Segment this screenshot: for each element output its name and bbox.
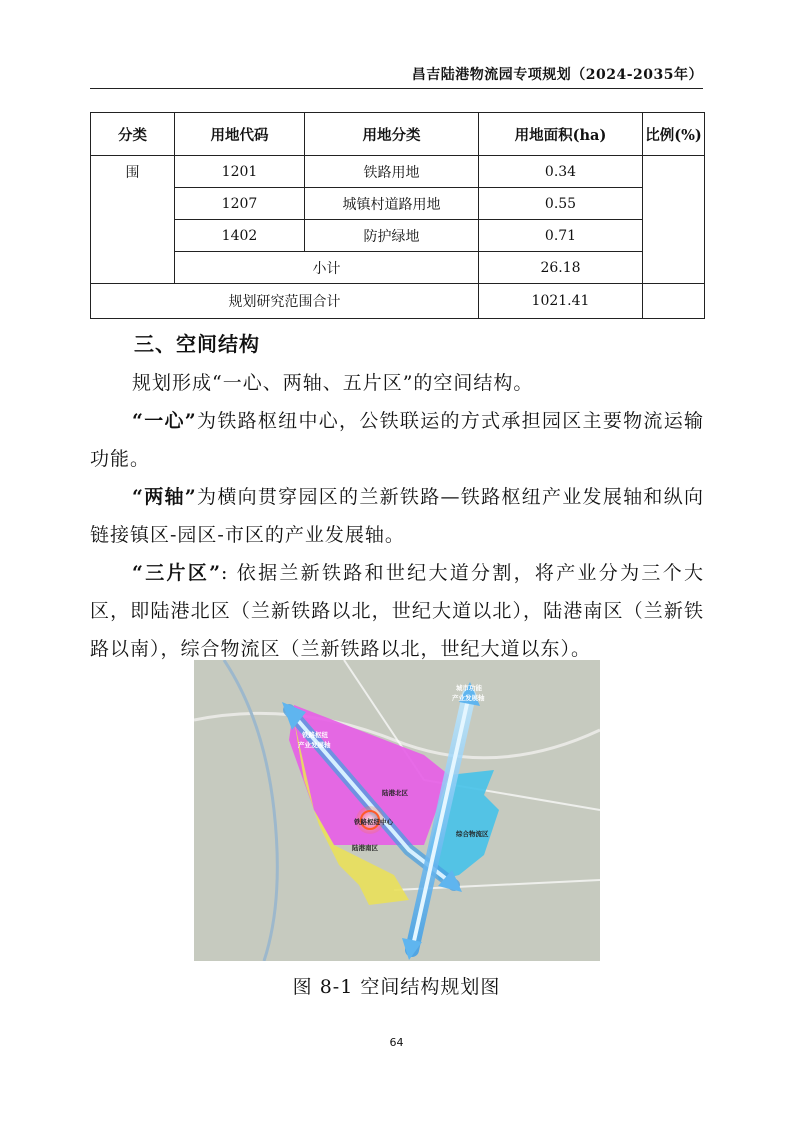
- text-three-zones: : 依据兰新铁路和世纪大道分割，将产业分为三个大区，即陆港北区（兰新铁路以北，世纪大道以北），陆港南区（兰新铁路以南），综合物流区（兰新铁路以北，世纪大道以东）。: [90, 562, 704, 660]
- total-ratio: [643, 284, 705, 319]
- text-two-axes: 为横向贯穿园区的兰新铁路—铁路枢纽产业发展轴和纵向链接镇区-园区-市区的产业发展轴。: [90, 486, 704, 546]
- figure-caption: 图 8-1 空间结构规划图: [292, 976, 501, 998]
- label-city-axis-2: 产业发展轴: [452, 694, 485, 702]
- paragraph-two-axes: [90, 478, 704, 554]
- map-graphic: [194, 660, 600, 961]
- class-cell: 铁路用地: [305, 156, 479, 188]
- code-cell: 1207: [175, 188, 305, 220]
- text-one-center: 为铁路枢纽中心，公铁联运的方式承担园区主要物流运输功能。: [90, 410, 704, 470]
- table-row: [91, 156, 705, 188]
- table-row: [91, 188, 705, 220]
- section-body: [90, 364, 704, 668]
- page-number: 64: [389, 1036, 404, 1049]
- paragraph-one-center: [90, 402, 704, 478]
- term-two-axes: “两轴”: [132, 486, 197, 508]
- label-city-axis-1: 城市功能: [456, 684, 482, 692]
- header-title: 昌吉陆港物流园专项规划（2024-2035年）: [411, 67, 703, 83]
- label-hub-center: 铁路枢纽中心: [354, 818, 393, 826]
- ratio-cell: [643, 156, 705, 284]
- area-cell: 0.71: [479, 220, 643, 252]
- spatial-structure-map: [194, 660, 600, 961]
- col-header-class: 用地分类: [305, 113, 479, 156]
- table-header-row: [91, 113, 705, 156]
- term-three-zones: “三片区”: [132, 562, 222, 584]
- col-header-category: 分类: [91, 113, 175, 156]
- code-cell: 1201: [175, 156, 305, 188]
- land-use-table: [90, 112, 705, 319]
- col-header-ratio: 比例(%): [643, 113, 705, 156]
- subtotal-row: [91, 252, 705, 284]
- section-heading: 三、空间结构: [134, 332, 260, 356]
- total-row: [91, 284, 705, 319]
- label-rail-axis-1: 铁路枢纽: [302, 731, 328, 739]
- page-header: [90, 60, 703, 89]
- term-one-center: “一心”: [132, 410, 197, 432]
- total-area: 1021.41: [479, 284, 643, 319]
- class-cell: 城镇村道路用地: [305, 188, 479, 220]
- intro-paragraph: 规划形成“一心、两轴、五片区”的空间结构。: [132, 372, 534, 394]
- paragraph-three-zones: [90, 554, 704, 668]
- label-logistics-zone: 综合物流区: [456, 830, 489, 838]
- col-header-area: 用地面积(ha): [479, 113, 643, 156]
- area-cell: 0.34: [479, 156, 643, 188]
- table-row: [91, 220, 705, 252]
- subtotal-label: 小计: [175, 252, 479, 284]
- class-cell: 防护绿地: [305, 220, 479, 252]
- label-south-zone: 陆港南区: [352, 844, 378, 852]
- area-cell: 0.55: [479, 188, 643, 220]
- total-label: 规划研究范围合计: [91, 284, 479, 319]
- subtotal-area: 26.18: [479, 252, 643, 284]
- label-rail-axis-2: 产业发展轴: [298, 741, 331, 749]
- col-header-code: 用地代码: [175, 113, 305, 156]
- label-north-zone: 陆港北区: [382, 789, 408, 797]
- code-cell: 1402: [175, 220, 305, 252]
- category-cell: 围: [91, 156, 175, 284]
